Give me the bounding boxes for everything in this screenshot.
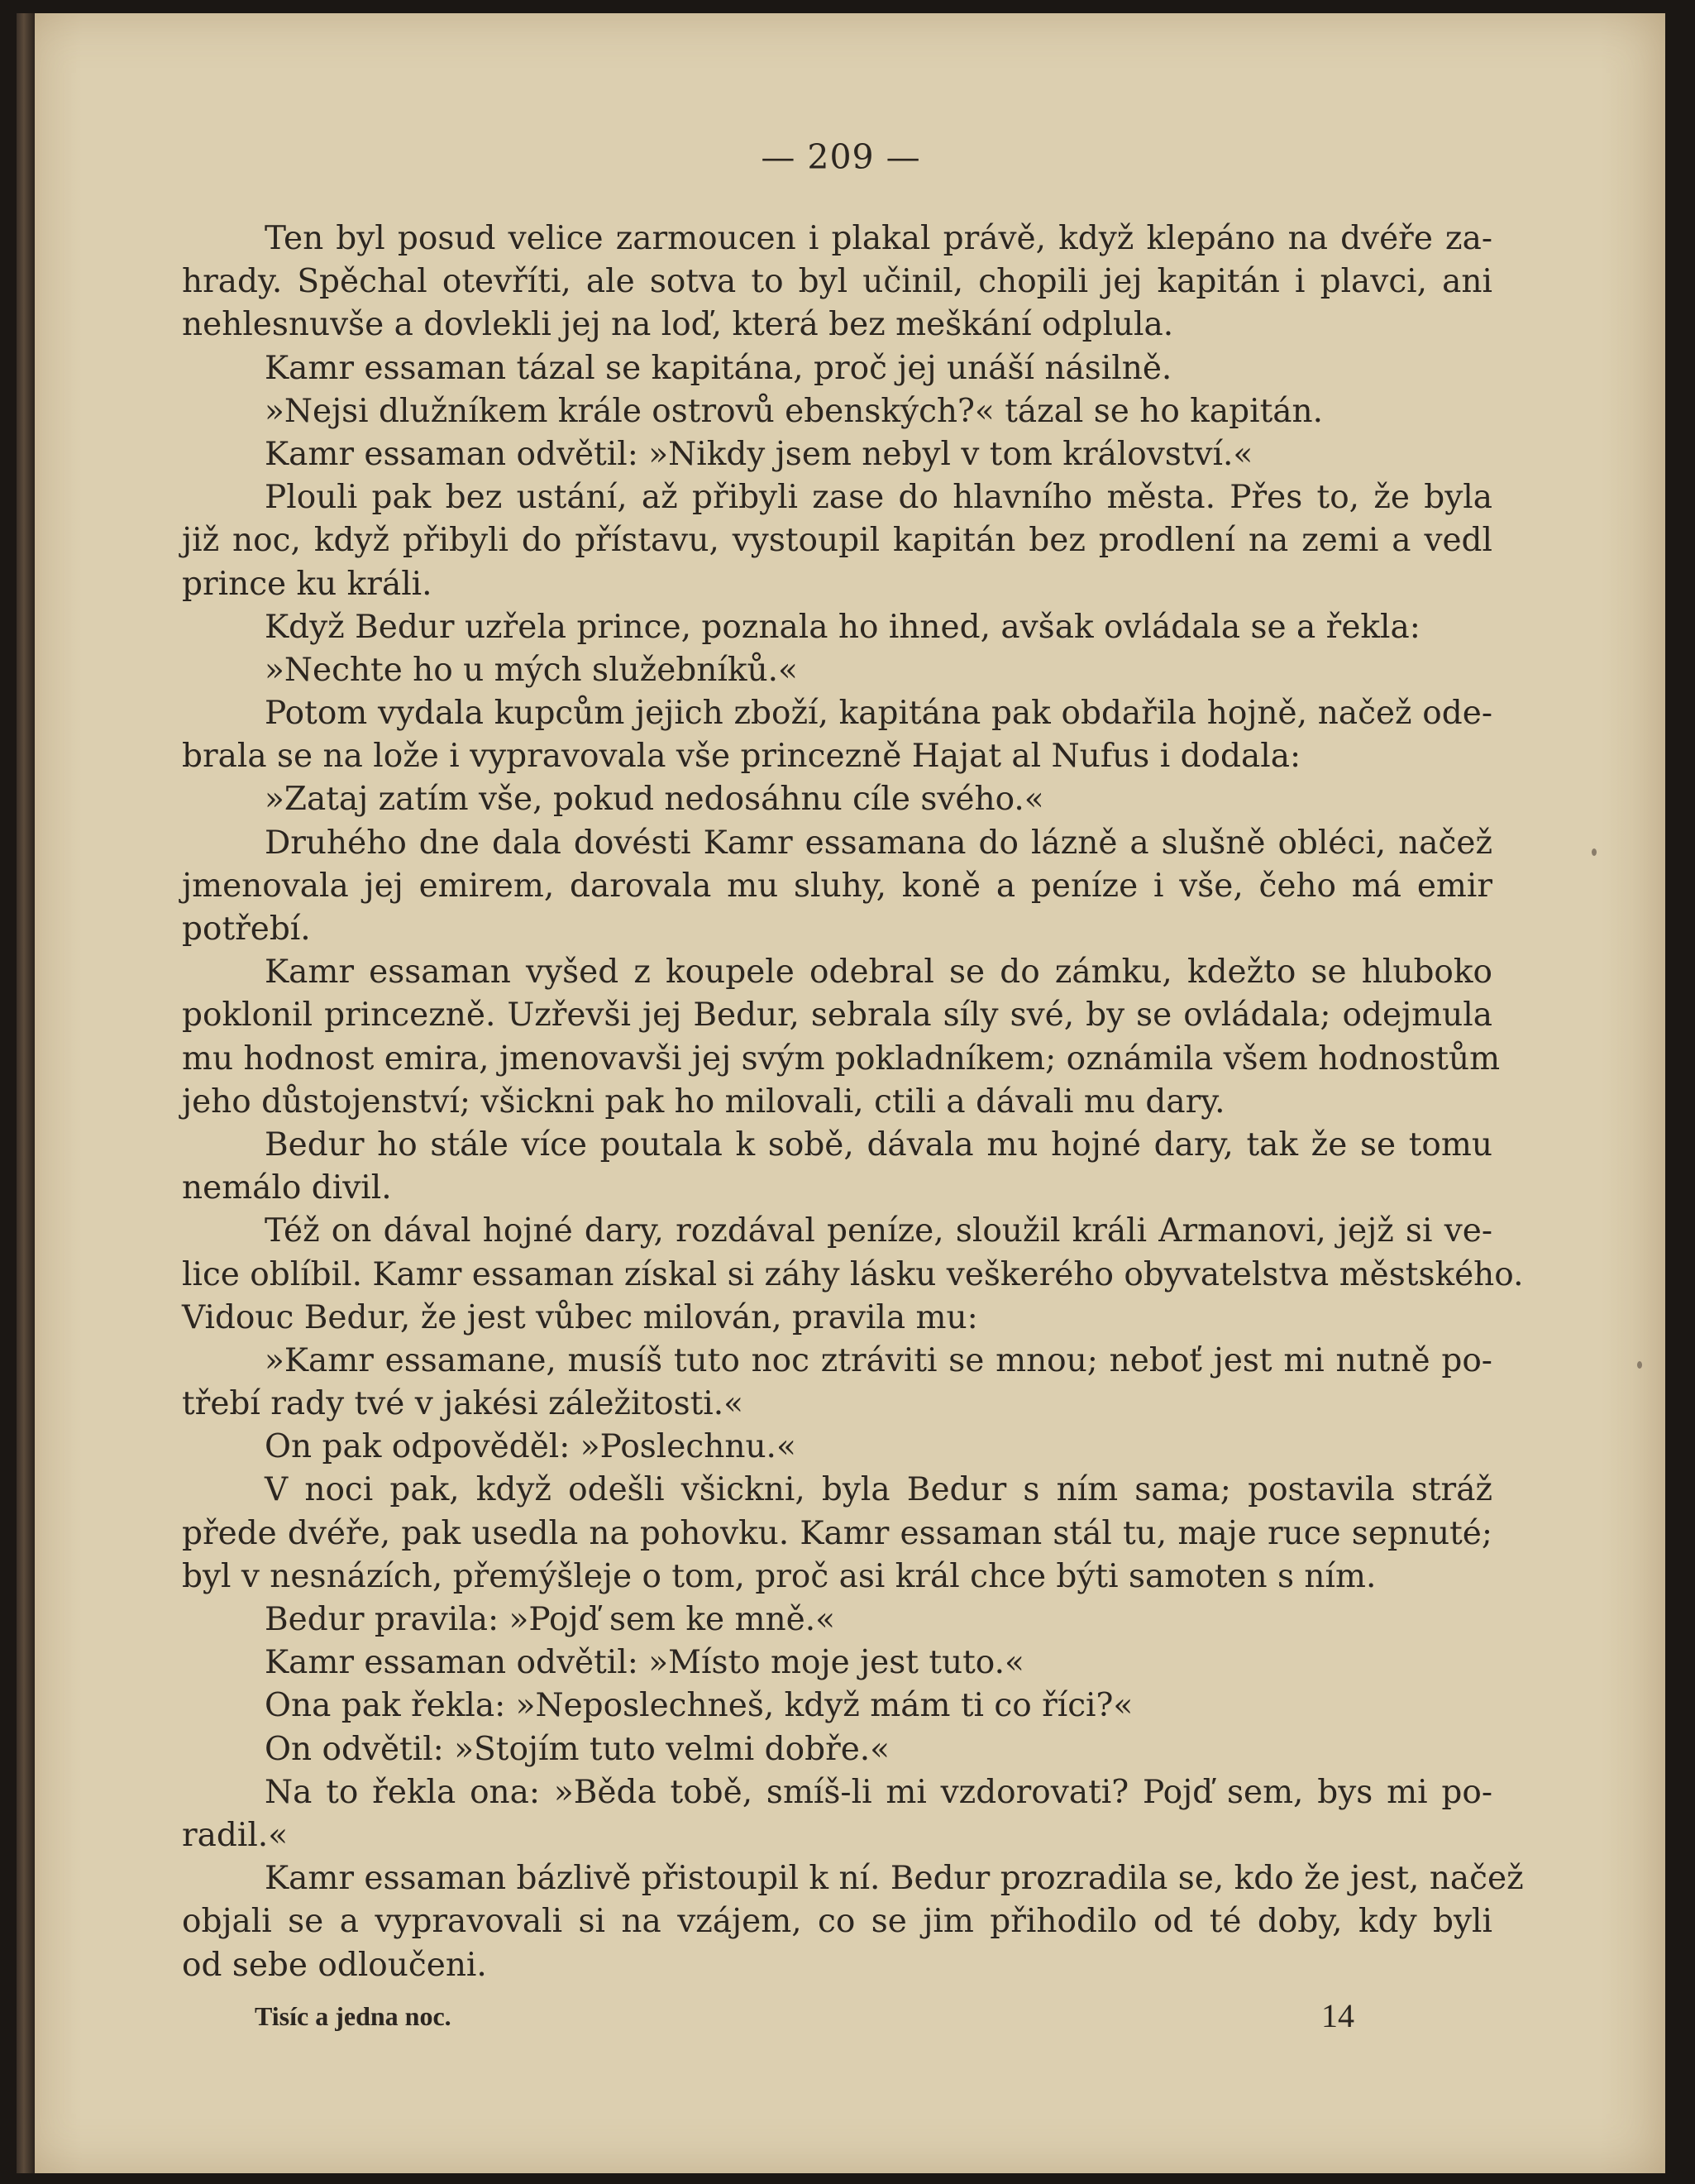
text-line: Na to řekla ona: »Běda tobě, smíš-li mi vzdorovati? Pojď sem, bys mi po- [265,1773,1492,1811]
body-text [182,217,1524,1987]
text-line: Ten byl posud velice zarmoucen i plakal právě, když klepáno na dvéře za- [265,220,1492,257]
text-line: Kamr essaman odvětil: »Místo moje jest tuto.« [265,1644,1024,1682]
text-line: objali se a vypravovali si na vzájem, co se jim přihodilo od té doby, kdy byli [182,1903,1492,1941]
text-line: byl v nesnázích, přemýšleje o tom, proč asi král chce býti samoten s ním. [182,1557,1377,1595]
footer-book-title: Tisíc a jedna noc. [255,2001,451,2031]
text-line: mu hodnost emira, jmenovavši jej svým pokladníkem; oznámila všem hodnostům [182,1039,1501,1078]
text-line: V noci pak, když odešli všickni, byla Bedur s ním sama; postavila stráž [265,1471,1492,1509]
text-line: Ona pak řekla: »Neposlechneš, když mám ti co říci?« [265,1687,1134,1725]
text-line: »Kamr essamane, musíš tuto noc ztráviti se mnou; neboť jest mi nutně po- [265,1341,1492,1379]
text-line: přede dvéře, pak usedla na pohovku. Kamr essaman stál tu, maje ruce sepnuté; [182,1514,1492,1552]
text-line: »Zataj zatím vše, pokud nedosáhnu cíle svého.« [265,781,1044,819]
text-line: prince ku králi. [182,565,432,603]
text-line: nemálo divil. [182,1169,392,1207]
text-line: třebí rady tvé v jakési záležitosti.« [182,1385,744,1423]
text-line: Kamr essaman vyšed z koupele odebral se do zámku, kdežto se hluboko [265,953,1492,992]
text-line: Bedur ho stále více poutala k sobě, dávala mu hojné dary, tak že se tomu [265,1125,1492,1164]
page-number: — 209 — [761,137,921,177]
text-line: Též on dával hojné dary, rozdával peníze, sloužil králi Armanovi, jejž si ve- [265,1212,1492,1250]
text-line: On pak odpověděl: »Poslechnu.« [265,1428,796,1466]
text-line: hrady. Spěchal otevříti, ale sotva to byl učinil, chopili jej kapitán i plavci, ani [182,263,1492,301]
book-page [17,13,1665,2173]
text-line: lice oblíbil. Kamr essaman získal si záhy lásku veškerého obyvatelstva městského. [182,1255,1524,1293]
text-line: Kamr essaman tázal se kapitána, proč jej unáší násilně. [265,349,1172,387]
text-line: Kamr essaman bázlivě přistoupil k ní. Bedur prozradila se, kdo že jest, načež [265,1860,1524,1898]
text-line: jeho důstojenství; všickni pak ho milovali, ctili a dávali mu dary. [182,1082,1225,1121]
page-footer [255,1997,1354,2043]
text-line: poklonil princezně. Uzřevši jej Bedur, sebrala síly své, by se ovládala; odejmula [182,996,1492,1035]
text-line: nehlesnuvše a dovlekli jej na loď, která bez meškání odplula. [182,306,1174,344]
text-line: jmenovala jej emirem, darovala mu sluhy, koně a peníze i vše, čeho má emir [182,867,1492,905]
text-line: potřebí. [182,910,311,948]
text-line: Plouli pak bez ustání, až přibyli zase do hlavního města. Přes to, že byla [265,479,1492,517]
text-line: Kamr essaman odvětil: »Nikdy jsem nebyl v tom království.« [265,435,1253,473]
text-line: On odvětil: »Stojím tuto velmi dobře.« [265,1730,890,1768]
paper-speck [1637,1361,1642,1369]
text-line: již noc, když přibyli do přístavu, vystoupil kapitán bez prodlení na zemi a vedl [182,522,1492,560]
page-binding-edge [17,13,35,2173]
text-line: brala se na lože i vypravovala vše princezně Hajat al Nufus i dodala: [182,738,1301,776]
footer-signature-mark: 14 [1321,1997,1354,2034]
text-line: Druhého dne dala dovésti Kamr essamana do lázně a slušně obléci, načež [265,824,1492,862]
text-line: od sebe odloučeni. [182,1946,487,1984]
text-line: Když Bedur uzřela prince, poznala ho ihned, avšak ovládala se a řekla: [265,608,1420,646]
text-line: »Nechte ho u mých služebníků.« [265,651,798,689]
text-line: »Nejsi dlužníkem krále ostrovů ebenských?« tázal se ho kapitán. [265,392,1324,430]
text-line: Potom vydala kupcům jejich zboží, kapitána pak obdařila hojně, načež ode- [265,695,1492,733]
paper-speck [1592,848,1597,856]
text-line: Vidouc Bedur, že jest vůbec milován, pravila mu: [182,1298,978,1336]
text-line: Bedur pravila: »Pojď sem ke mně.« [265,1601,835,1638]
text-line: radil.« [182,1816,289,1854]
